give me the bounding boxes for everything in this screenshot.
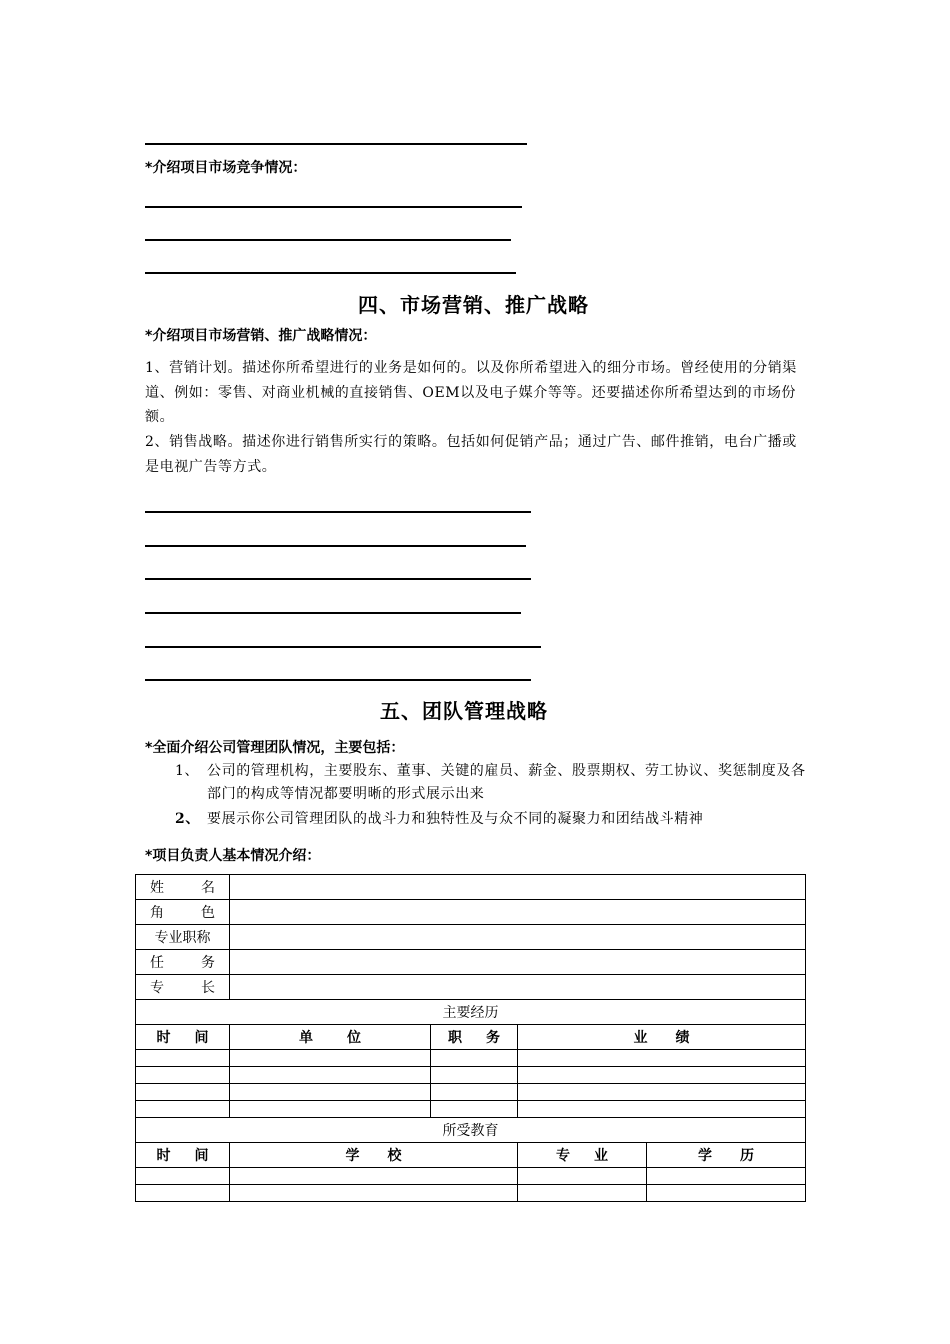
table-cell[interactable] (136, 1168, 230, 1185)
field-label-title: 专业职称 (136, 925, 230, 950)
experience-header-position: 职 务 (431, 1025, 518, 1050)
table-row (136, 1084, 806, 1101)
fill-line[interactable] (145, 545, 526, 547)
leader-label: *项目负责人基本情况介绍： (145, 848, 321, 864)
list-item-2-text: 要展示你公司管理团队的战斗力和独特性及与众不同的凝聚力和团结战斗精神 (207, 811, 704, 827)
education-header-degree: 学 历 (647, 1143, 806, 1168)
table-cell[interactable] (136, 1185, 230, 1202)
fill-line[interactable] (145, 272, 516, 274)
experience-header-unit: 单 位 (230, 1025, 431, 1050)
table-header-row (136, 1143, 806, 1168)
list-item-2-number: 2、 (175, 811, 200, 827)
table-cell[interactable] (518, 1101, 806, 1118)
field-label-name: 姓 名 (136, 875, 230, 900)
leader-info-table (135, 874, 806, 1202)
field-value-name[interactable] (230, 875, 806, 900)
fill-line[interactable] (145, 511, 531, 513)
table-cell[interactable] (518, 1067, 806, 1084)
table-cell[interactable] (431, 1101, 518, 1118)
table-cell[interactable] (136, 1084, 230, 1101)
fill-line[interactable] (145, 143, 527, 145)
fill-line[interactable] (145, 646, 541, 648)
table-row (136, 950, 806, 975)
section-5-title: 五、团队管理战略 (380, 699, 548, 723)
field-value-title[interactable] (230, 925, 806, 950)
field-value-specialty[interactable] (230, 975, 806, 1000)
table-cell[interactable] (431, 1067, 518, 1084)
table-row (136, 1000, 806, 1025)
education-section-title: 所受教育 (136, 1118, 806, 1143)
table-cell[interactable] (431, 1084, 518, 1101)
fill-line[interactable] (145, 239, 511, 241)
fill-line[interactable] (145, 578, 531, 580)
experience-section-title: 主要经历 (136, 1000, 806, 1025)
table-cell[interactable] (230, 1084, 431, 1101)
table-row (136, 1101, 806, 1118)
table-row (136, 1118, 806, 1143)
table-cell[interactable] (230, 1185, 518, 1202)
field-value-duty[interactable] (230, 950, 806, 975)
field-label-specialty: 专 长 (136, 975, 230, 1000)
field-value-role[interactable] (230, 900, 806, 925)
table-row (136, 1168, 806, 1185)
list-item-1-text: 公司的管理机构，主要股东、董事、关键的雇员、薪金、股票期权、劳工协议、奖惩制度及各部门的构成等情况都要明晰的形式展示出来 (207, 763, 806, 802)
fill-line[interactable] (145, 206, 522, 208)
marketing-label: *介绍项目市场营销、推广战略情况： (145, 328, 377, 344)
table-cell[interactable] (431, 1050, 518, 1067)
table-row (136, 925, 806, 950)
table-cell[interactable] (518, 1050, 806, 1067)
experience-header-achievement: 业 绩 (518, 1025, 806, 1050)
table-cell[interactable] (518, 1084, 806, 1101)
table-cell[interactable] (230, 1101, 431, 1118)
education-header-school: 学 校 (230, 1143, 518, 1168)
marketing-plan-paragraph: 1、营销计划。描述你所希望进行的业务是如何的。以及你所希望进入的细分市场。曾经使用的分销渠道、例如：零售、对商业机械的直接销售、OEM以及电子媒介等等。还要描述你所希望达到的市场份额。 (145, 360, 797, 425)
table-row (136, 900, 806, 925)
table-cell[interactable] (136, 1050, 230, 1067)
table-row (136, 1050, 806, 1067)
table-cell[interactable] (136, 1101, 230, 1118)
table-cell[interactable] (230, 1050, 431, 1067)
fill-line[interactable] (145, 679, 531, 681)
team-label: *全面介绍公司管理团队情况，主要包括： (145, 740, 405, 756)
table-cell[interactable] (647, 1168, 806, 1185)
table-row (136, 975, 806, 1000)
table-cell[interactable] (647, 1185, 806, 1202)
table-cell[interactable] (230, 1168, 518, 1185)
table-row (136, 1067, 806, 1084)
competition-label: *介绍项目市场竞争情况： (145, 160, 307, 176)
field-label-duty: 任 务 (136, 950, 230, 975)
table-row (136, 875, 806, 900)
section-4-title: 四、市场营销、推广战略 (358, 293, 589, 317)
table-cell[interactable] (230, 1067, 431, 1084)
table-cell[interactable] (518, 1168, 647, 1185)
table-header-row (136, 1025, 806, 1050)
table-cell[interactable] (136, 1067, 230, 1084)
field-label-role: 角 色 (136, 900, 230, 925)
list-item-1-number: 1、 (175, 763, 200, 779)
table-cell[interactable] (518, 1185, 647, 1202)
sales-strategy-paragraph: 2、销售战略。描述你进行销售所实行的策略。包括如何促销产品；通过广告、邮件推销，电台广播或是电视广告等方式。 (145, 434, 797, 475)
education-header-major: 专 业 (518, 1143, 647, 1168)
experience-header-time: 时 间 (136, 1025, 230, 1050)
fill-line[interactable] (145, 612, 521, 614)
education-header-time: 时 间 (136, 1143, 230, 1168)
table-row (136, 1185, 806, 1202)
